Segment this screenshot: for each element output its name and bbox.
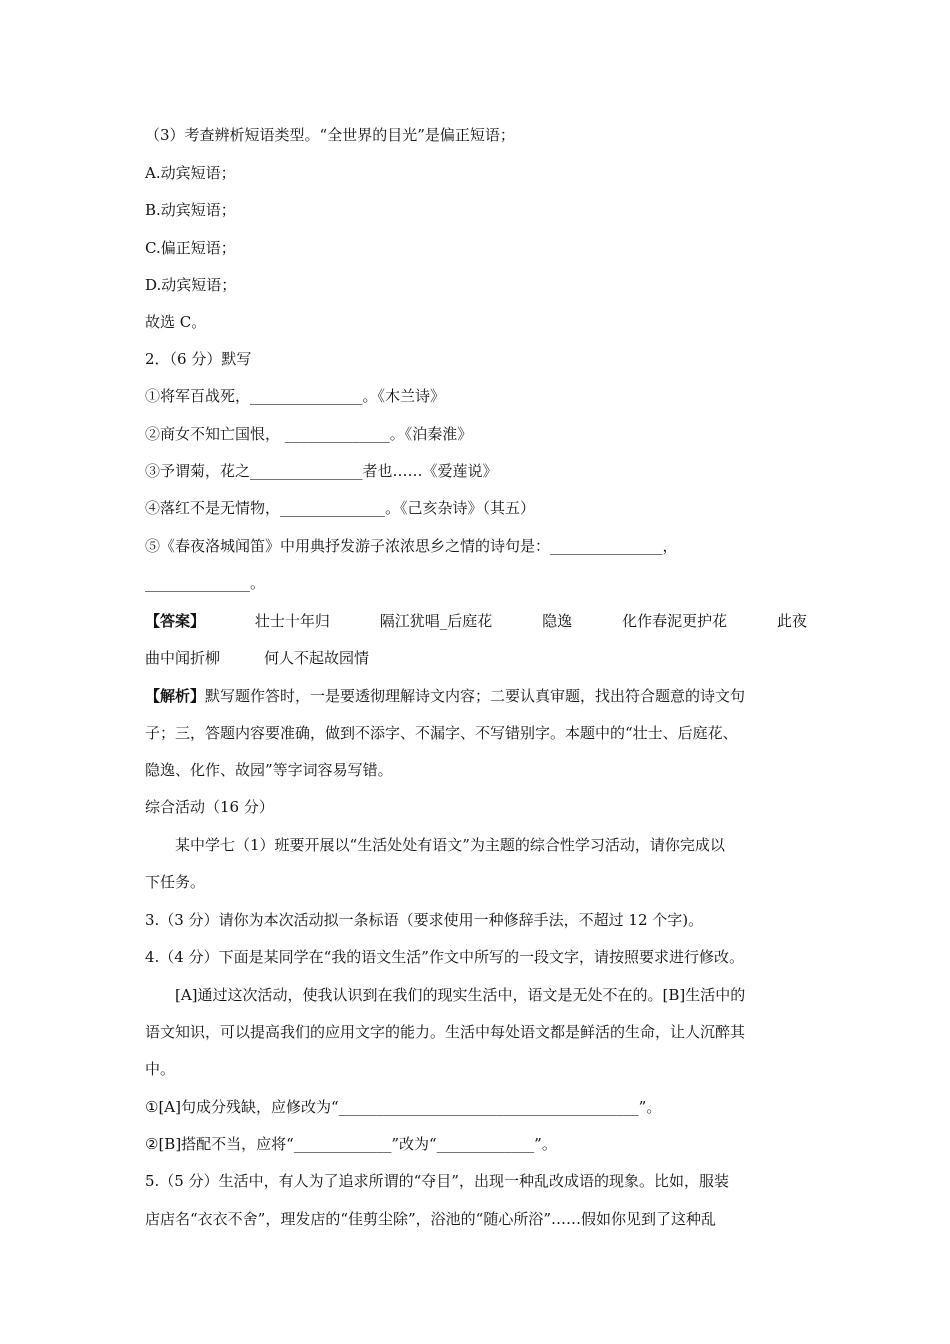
section-intro-1: 某中学七（1）班要开展以“生活处处有语文”为主题的综合性学习活动，请你完成以 bbox=[175, 836, 725, 854]
q3-text: 3.（3 分）请你为本次活动拟一条标语（要求使用一种修辞手法，不超过 12 个字)。 bbox=[145, 911, 704, 929]
q1-option-b: B.动宾短语； bbox=[145, 201, 236, 219]
q2-item-2: ②商女不知亡国恨， ______________。《泊秦淮》 bbox=[145, 425, 473, 443]
q2-item-4: ④落红不是无情物，______________。《己亥杂诗》（其五） bbox=[145, 499, 536, 517]
analysis-label: 【解析】 bbox=[145, 687, 206, 705]
analysis-line-1 bbox=[145, 686, 745, 706]
answer-5b: 曲中闻折柳 bbox=[145, 649, 221, 667]
answer-2: 隔江犹唱_后庭花 bbox=[379, 612, 493, 630]
q2-item-3: ③予谓菊，花之_______________者也……《爱莲说》 bbox=[145, 462, 498, 480]
q2-item-5b: ______________。 bbox=[145, 574, 266, 592]
q5-line-1: 5.（5 分）生活中，有人为了追求所谓的“夺目”，出现一种乱改成语的现象。比如，服装 bbox=[145, 1172, 729, 1190]
q4-para-1: [A]通过这次活动，使我认识到在我们的现实生活中，语文是无处不在的。[B]生活中的 bbox=[175, 986, 746, 1004]
answer-3: 隐逸 bbox=[542, 612, 573, 630]
q2-header: 2．（6 分）默写 bbox=[145, 350, 252, 368]
analysis-line-2: 子；三，答题内容要准确，做到不添字、不漏字、不写错别字。本题中的“壮士、后庭花、 bbox=[145, 724, 738, 742]
q1-option-c: C.偏正短语； bbox=[145, 239, 236, 257]
q1-option-d: D.动宾短语； bbox=[145, 276, 237, 294]
q4-text: 4.（4 分）下面是某同学在“我的语文生活”作文中所写的一段文字，请按照要求进行修改。 bbox=[145, 948, 744, 966]
q1-part3: （3）考查辨析短语类型。“全世界的目光”是偏正短语； bbox=[145, 126, 515, 144]
q2-item-1: ①将军百战死，_______________。《木兰诗》 bbox=[145, 387, 446, 405]
q4-sub-1: ①[A]句成分残缺，应修改为“________________________________________”。 bbox=[145, 1098, 662, 1116]
analysis-line-3: 隐逸、化作、故园”等字词容易写错。 bbox=[145, 761, 393, 779]
q4-para-3: 中。 bbox=[145, 1060, 176, 1078]
answer-1: 壮士十年归 bbox=[254, 612, 330, 630]
answer-line-2 bbox=[145, 648, 369, 668]
q1-choice: 故选 C。 bbox=[145, 313, 207, 331]
q4-para-2: 语文知识，可以提高我们的应用文字的能力。生活中每处语文都是鲜活的生命，让人沉醉其 bbox=[145, 1023, 746, 1041]
section-title: 综合活动（16 分） bbox=[145, 798, 274, 816]
q1-option-a: A.动宾短语； bbox=[145, 164, 236, 182]
q2-item-5a: ⑤《春夜洛城闻笛》中用典抒发游子浓浓思乡之情的诗句是：_______________， bbox=[145, 537, 678, 555]
answer-6: 何人不起故园情 bbox=[264, 649, 370, 667]
answer-line-1 bbox=[145, 611, 807, 631]
section-intro-2: 下任务。 bbox=[145, 873, 206, 891]
analysis-text-1: 默写题作答时，一是要透彻理解诗文内容；二要认真审题，找出符合题意的诗文句 bbox=[205, 687, 746, 705]
answer-4: 化作春泥更护花 bbox=[622, 612, 728, 630]
answer-label: 【答案】 bbox=[145, 612, 206, 630]
answer-5a: 此夜 bbox=[776, 612, 807, 630]
q4-sub-2: ②[B]搭配不当，应将“_____________”改为“_____________”。 bbox=[145, 1135, 557, 1153]
q5-line-2: 店店名“衣衣不舍”，理发店的“佳剪尘除”，浴池的“随心所浴”……假如你见到了这种乱 bbox=[145, 1210, 717, 1228]
